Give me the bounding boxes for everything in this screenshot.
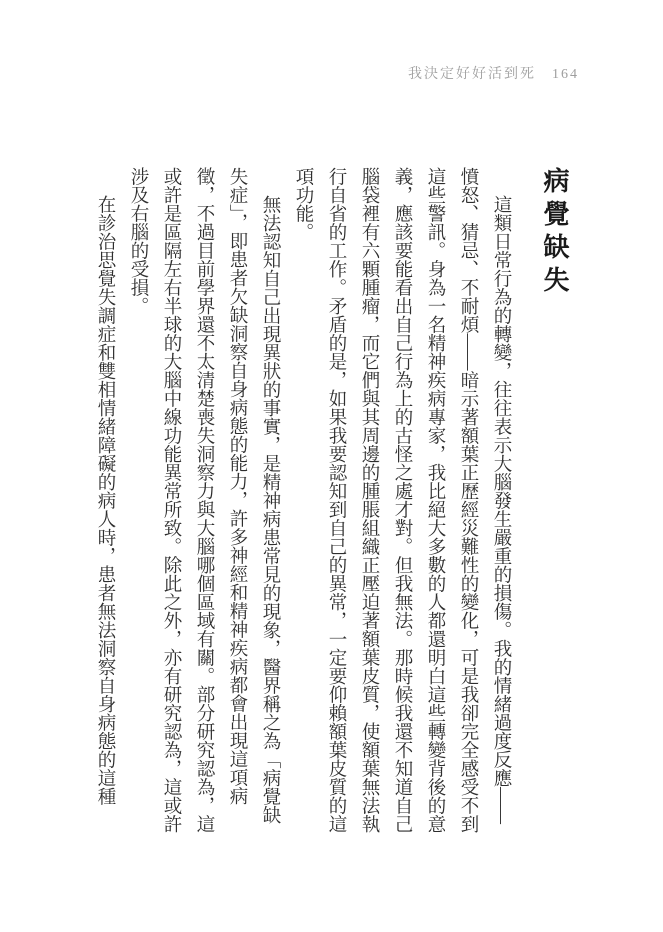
paragraph: 這類日常行為的轉變，往往表示大腦發生嚴重的損傷。我的情緒過度反應——憤怒、猜忌、不耐煩——暗示著額葉正歷經災難性的變化，可是我卻完全感受不到這些警訊。身為一名精神疾病專家，我比絕大多數的人都還明白這些轉變背後的意義，應該要能看出自己行為上的古怪之處才對。但我無法。那時候我還不知道自己腦袋裡有六顆腫瘤，而它們與其周邊的腫脹組織正壓迫著額葉皮質，使額葉無法執行自省的工作。矛盾的是，如果我要認知到自己的異常，一定要仰賴額葉皮質的這項功能。 bbox=[293, 167, 511, 833]
vertical-text-block bbox=[69, 167, 569, 837]
running-head: 我決定好好活到死 164 bbox=[408, 67, 579, 82]
paragraph: 在診治思覺失調症和雙相情緒障礙的病人時，患者無法洞察自身病態的這種 bbox=[95, 194, 115, 806]
paragraph: 無法認知自己出現異狀的事實，是精神病患常見的現象，醫界稱之為「病覺缺失症」，即患者欠缺洞察自身病態的能力，許多神經和精神疾病都會出現這項病徵，不過目前學界還不太清楚喪失洞察力與大腦哪個區域有關。部分研究認為，這或許是區隔左右半球的大腦中線功能異常所致。除此之外，亦有研究認為，這或許涉及右腦的受損。 bbox=[128, 167, 280, 833]
chapter-title: 病覺缺失 bbox=[540, 167, 569, 299]
